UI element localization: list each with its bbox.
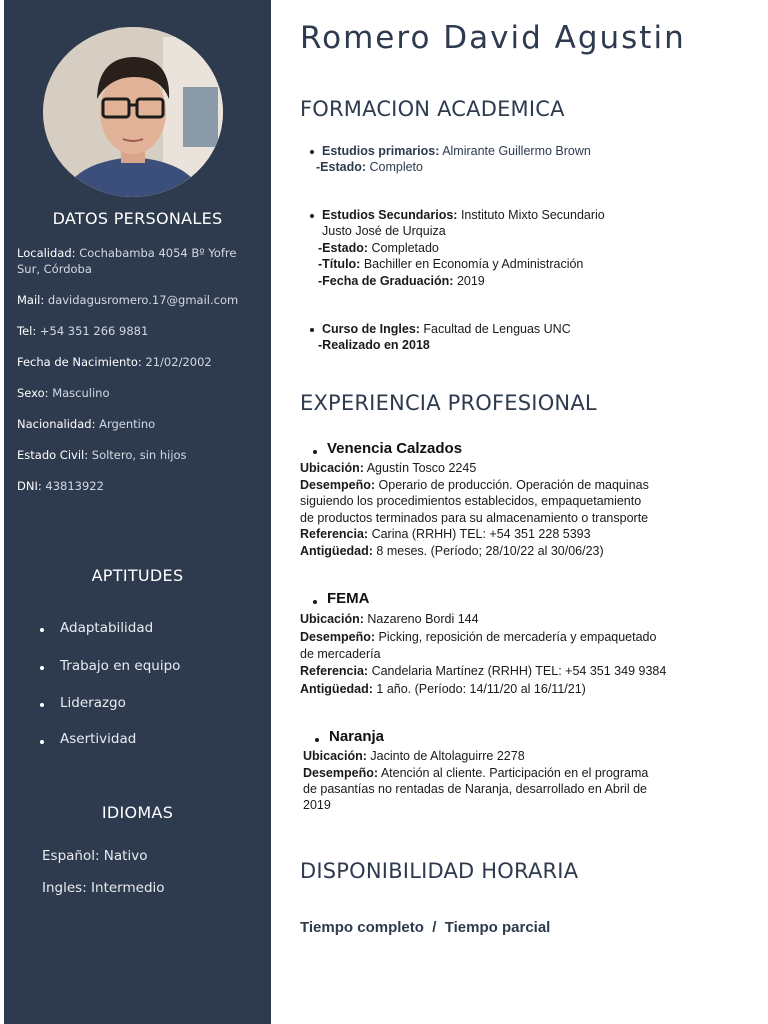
bullet-icon	[40, 666, 44, 670]
job-desempeno: Desempeño: Picking, reposición de mercadería y empaquetado	[300, 630, 657, 644]
formacion-secundarios-line2: Justo José de Urquiza	[322, 224, 446, 238]
aptitud-item: Trabajo en equipo	[60, 658, 181, 674]
personal-nacionalidad: Nacionalidad: Argentino	[17, 417, 156, 431]
bullet-icon	[40, 703, 44, 707]
formacion-secundarios-fecha: -Fecha de Graduación: 2019	[318, 274, 485, 288]
bullet-icon	[40, 628, 44, 632]
aptitud-item: Asertividad	[60, 731, 137, 747]
aptitudes-title: APTITUDES	[91, 566, 184, 585]
datos-personales-title: DATOS PERSONALES	[52, 209, 223, 228]
formacion-primarios: Estudios primarios: Almirante Guillermo Brown	[322, 144, 591, 158]
bullet-icon	[310, 214, 314, 218]
personal-tel: Tel: +54 351 266 9881	[17, 324, 149, 338]
job-desempeno-line: siguiendo los procedimientos establecidos, empaquetamiento	[300, 494, 642, 508]
bullet-icon	[310, 328, 314, 332]
job-desempeno: Desempeño: Operario de producción. Operación de maquinas	[300, 478, 649, 492]
bullet-icon	[310, 150, 314, 154]
job-ubicacion: Ubicación: Nazareno Bordi 144	[300, 612, 479, 626]
job-desempeno: Desempeño: Atención al cliente. Participación en el programa	[303, 766, 649, 780]
disponibilidad-text: Tiempo completo / Tiempo parcial	[300, 919, 551, 936]
disponibilidad-title: DISPONIBILIDAD HORARIA	[300, 859, 579, 883]
formacion-title: FORMACION ACADEMICA	[300, 97, 565, 121]
job-ubicacion: Ubicación: Agustín Tosco 2245	[300, 461, 477, 475]
job-desempeno-line: de productos terminados para su almacenamiento o transporte	[300, 511, 649, 525]
personal-dni: DNI: 43813922	[17, 479, 104, 493]
personal-mail: Mail: davidagusromero.17@gmail.com	[17, 293, 239, 307]
personal-estado-civil: Estado Civil: Soltero, sin hijos	[17, 448, 187, 462]
formacion-secundarios-titulo: -Título: Bachiller en Economía y Administración	[318, 257, 584, 271]
job-title: Naranja	[329, 728, 385, 745]
job-title: FEMA	[327, 590, 370, 607]
sidebar	[4, 0, 271, 1024]
profile-photo	[43, 27, 223, 197]
job-desempeno-line: de mercadería	[300, 647, 381, 661]
formacion-secundarios: Estudios Secundarios: Instituto Mixto Secundario	[322, 208, 605, 222]
formacion-primarios-estado: -Estado: Completo	[316, 160, 423, 174]
bullet-icon	[315, 738, 319, 742]
aptitud-item: Liderazgo	[60, 695, 126, 711]
bullet-icon	[40, 740, 44, 744]
idioma-item: Ingles: Intermedio	[42, 880, 165, 896]
job-antiguedad: Antigüedad: 8 meses. (Período; 28/10/22 al 30/06/23)	[300, 544, 604, 558]
bullet-icon	[313, 600, 317, 604]
job-desempeno-line: 2019	[303, 798, 331, 812]
job-title: Venencia Calzados	[327, 440, 463, 457]
formacion-ingles-realizado: -Realizado en 2018	[318, 338, 430, 352]
idiomas-title: IDIOMAS	[101, 803, 174, 822]
formacion-ingles: Curso de Ingles: Facultad de Lenguas UNC	[322, 322, 571, 336]
job-ubicacion: Ubicación: Jacinto de Altolaguirre 2278	[303, 749, 525, 763]
bullet-icon	[313, 450, 317, 454]
aptitud-item: Adaptabilidad	[60, 620, 154, 636]
job-referencia: Referencia: Candelaria Martínez (RRHH) TEL: +54 351 349 9384	[300, 664, 667, 678]
personal-fecha-nacimiento: Fecha de Nacimiento: 21/02/2002	[17, 355, 212, 369]
job-desempeno-line: de pasantías no rentadas de Naranja, desarrollado en Abril de	[303, 782, 647, 796]
idioma-item: Español: Nativo	[42, 848, 148, 864]
experiencia-title: EXPERIENCIA PROFESIONAL	[300, 391, 597, 415]
job-referencia: Referencia: Carina (RRHH) TEL: +54 351 228 5393	[300, 527, 591, 541]
candidate-name: Romero David Agustin	[300, 20, 686, 56]
profile-photo-image	[43, 27, 223, 197]
personal-localidad: Localidad: Cochabamba 4054 Bº Yofre Sur, Córdoba	[17, 246, 237, 276]
personal-sexo: Sexo: Masculino	[17, 386, 110, 400]
job-antiguedad: Antigüedad: 1 año. (Período: 14/11/20 al 16/11/21)	[300, 682, 586, 696]
formacion-secundarios-estado: -Estado: Completado	[318, 241, 439, 255]
